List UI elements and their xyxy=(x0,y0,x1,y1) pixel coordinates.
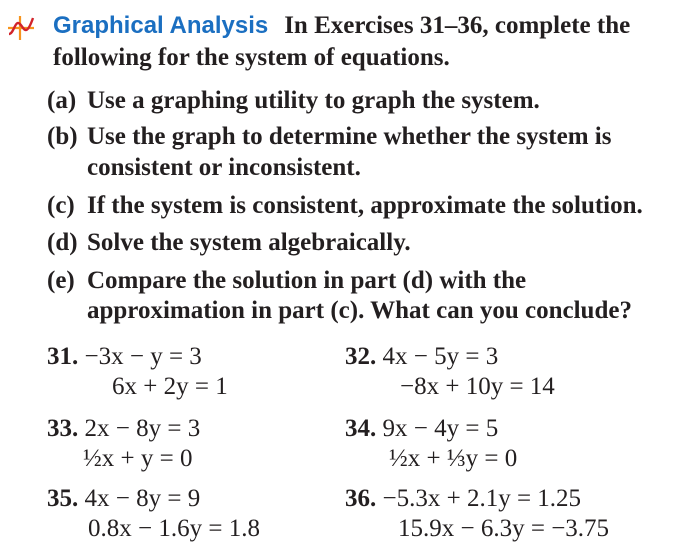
part-text: If the system is consistent, approximate the solution. xyxy=(87,192,643,219)
exercise-32 xyxy=(345,343,498,371)
part-c xyxy=(47,192,643,220)
exercise-36-eq2: 15.9x − 6.3y = −3.75 xyxy=(398,515,610,542)
part-label: (a) xyxy=(47,87,77,114)
exercise-number: 34. xyxy=(345,415,377,442)
exercise-36 xyxy=(345,485,581,513)
exercise-number: 33. xyxy=(47,415,79,442)
graphing-icon xyxy=(6,14,36,42)
exercise-number: 36. xyxy=(345,485,377,512)
intro-text-2: following for the system of equations. xyxy=(53,44,450,71)
exercise-35-eq2: 0.8x − 1.6y = 1.8 xyxy=(88,515,260,542)
exercise-31 xyxy=(47,343,202,371)
exercise-31-eq2: 6x + 2y = 1 xyxy=(112,373,228,400)
exercise-32-eq2: −8x + 10y = 14 xyxy=(400,373,555,400)
exercise-33-eq2: ½x + y = 0 xyxy=(83,445,193,472)
exercise-number: 35. xyxy=(47,485,79,512)
exercise-33 xyxy=(47,415,200,443)
exercise-number: 32. xyxy=(345,343,377,370)
exercise-34-eq2: ½x + ⅓y = 0 xyxy=(389,445,518,472)
part-text: Solve the system algebraically. xyxy=(87,229,411,256)
exercise-34 xyxy=(345,415,498,443)
equation-1: 4x − 8y = 9 xyxy=(84,485,201,512)
equation-1: −5.3x + 2.1y = 1.25 xyxy=(382,485,582,512)
part-label: (e) xyxy=(47,267,75,294)
exercise-35 xyxy=(47,485,200,513)
part-d xyxy=(47,229,411,257)
part-label: (c) xyxy=(47,192,75,219)
equation-1: 2x − 8y = 3 xyxy=(84,415,201,442)
part-text: Use a graphing utility to graph the system. xyxy=(87,87,540,114)
part-e-cont: approximation in part (c). What can you conclude? xyxy=(87,297,632,324)
part-b-cont: consistent or inconsistent. xyxy=(87,154,361,181)
exercise-number: 31. xyxy=(47,343,79,370)
topic-title: Graphical Analysis xyxy=(53,12,269,39)
equation-1: −3x − y = 3 xyxy=(84,343,202,370)
equation-1: 4x − 5y = 3 xyxy=(382,343,499,370)
part-e xyxy=(47,267,526,295)
part-text: Compare the solution in part (d) with the xyxy=(87,267,527,294)
part-label: (d) xyxy=(47,229,78,256)
part-text: Use the graph to determine whether the system is xyxy=(87,123,612,150)
part-a xyxy=(47,87,540,115)
header-line-1 xyxy=(53,12,630,40)
intro-text-1: In Exercises 31–36, complete the xyxy=(284,12,631,39)
equation-1: 9x − 4y = 5 xyxy=(382,415,499,442)
part-b xyxy=(47,123,647,151)
part-label: (b) xyxy=(47,123,78,150)
